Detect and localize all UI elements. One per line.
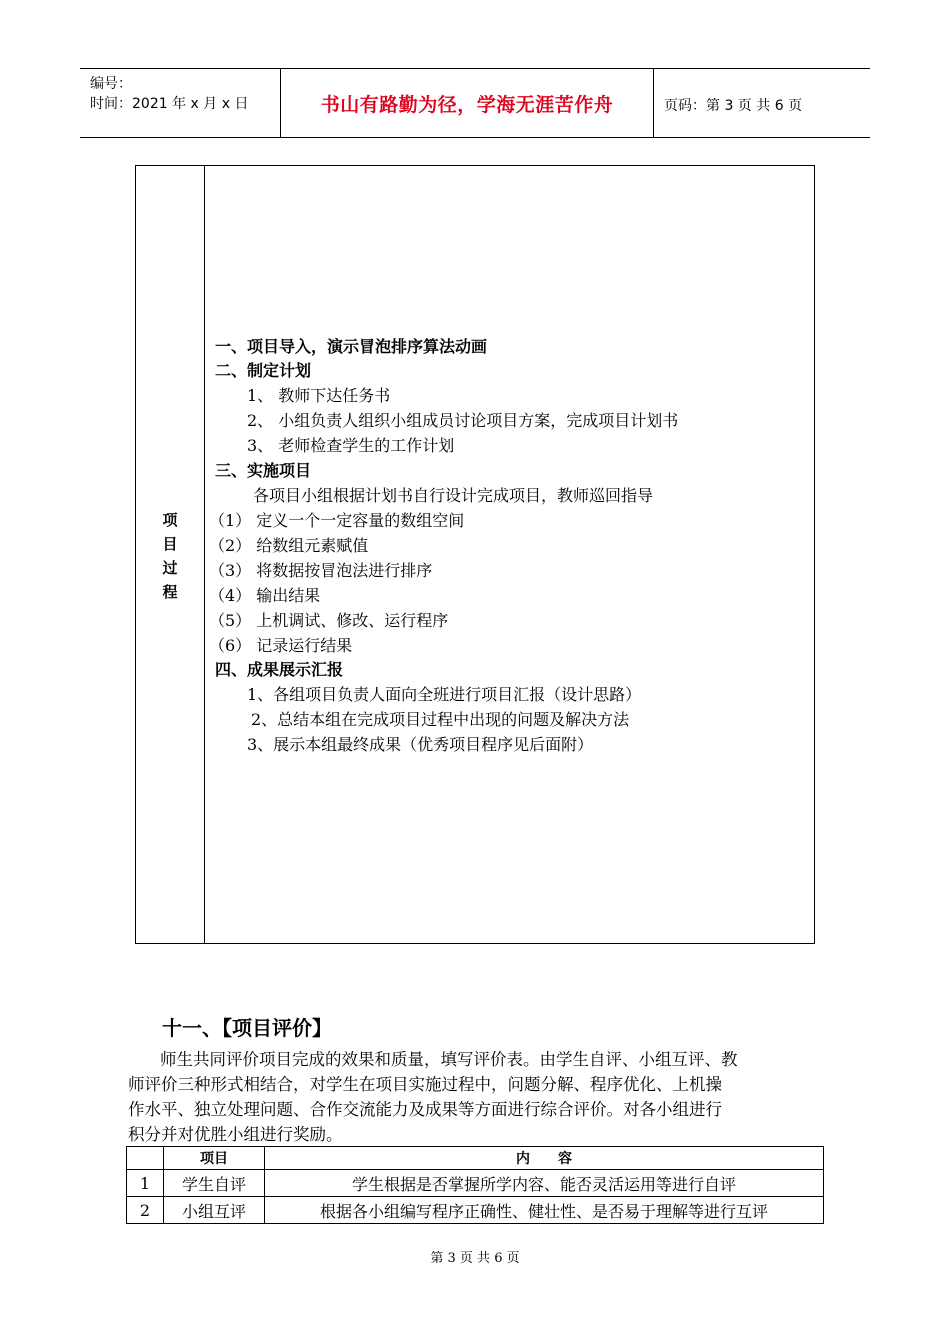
page-footer: 第 3 页 共 6 页	[430, 1251, 520, 1266]
process-step-text: 各项目小组根据计划书自行设计完成项目，教师巡回指导	[253, 486, 654, 505]
process-step-item: （2） 给数组元素赋值	[209, 536, 369, 555]
side-char: 程	[162, 583, 178, 601]
table-cell: 学生根据是否掌握所学内容、能否灵活运用等进行自评	[265, 1170, 824, 1197]
process-step-item: （4） 输出结果	[209, 586, 321, 605]
header-meta	[80, 69, 281, 137]
process-step-heading: 四、成果展示汇报	[215, 660, 344, 679]
process-step-item: 3、 老师检查学生的工作计划	[247, 436, 455, 455]
table-header-cell: 项目	[164, 1147, 265, 1170]
section-title: 十一、【项目评价】	[162, 1016, 332, 1040]
process-step-item: （5） 上机调试、修改、运行程序	[209, 611, 449, 630]
side-char: 过	[162, 559, 178, 577]
table-header-cell: 内 容	[265, 1147, 824, 1170]
process-side-cell	[136, 166, 205, 943]
process-step-item: 1、 教师下达任务书	[247, 386, 391, 405]
table-cell: 1	[127, 1170, 164, 1197]
table-cell: 学生自评	[164, 1170, 265, 1197]
evaluation-table	[126, 1146, 824, 1224]
time-label: 时间：2021 年 x 月 x 日	[90, 96, 249, 112]
table-cell: 2	[127, 1197, 164, 1224]
table-header-row	[127, 1147, 824, 1170]
process-side-label	[136, 508, 204, 604]
header-motto: 书山有路勤为径，学海无涯苦作舟	[281, 69, 654, 137]
side-char: 目	[162, 535, 178, 553]
process-step-item: （1） 定义一个一定容量的数组空间	[209, 511, 465, 530]
paragraph-line: 作水平、独立处理问题、合作交流能力及成果等方面进行综合评价。对各小组进行	[128, 1100, 722, 1119]
table-cell: 小组互评	[164, 1197, 265, 1224]
header-page	[654, 69, 870, 137]
table-row	[127, 1170, 824, 1197]
table-row	[127, 1197, 824, 1224]
process-step-item: （6） 记录运行结果	[209, 636, 353, 655]
process-step-heading: 三、实施项目	[215, 461, 312, 480]
process-step-item: （3） 将数据按冒泡法进行排序	[209, 561, 433, 580]
side-char: 项	[162, 511, 178, 529]
process-step-heading: 一、项目导入，演示冒泡排序算法动画	[215, 337, 488, 356]
process-step-item: 2、总结本组在完成项目过程中出现的问题及解决方法	[251, 710, 630, 729]
process-content-cell	[205, 166, 814, 943]
project-process-table	[135, 165, 815, 944]
table-header-cell	[127, 1147, 164, 1170]
page-header	[80, 68, 870, 138]
process-step-item: 3、展示本组最终成果（优秀项目程序见后面附）	[247, 735, 594, 754]
process-step-item: 1、各组项目负责人面向全班进行项目汇报（设计思路）	[247, 685, 642, 704]
process-step-item: 2、 小组负责人组织小组成员讨论项目方案，完成项目计划书	[247, 411, 679, 430]
paragraph-line: 师生共同评价项目完成的效果和质量，填写评价表。由学生自评、小组互评、教	[160, 1050, 738, 1069]
table-cell: 根据各小组编写程序正确性、健壮性、是否易于理解等进行互评	[265, 1197, 824, 1224]
paragraph-line: 积分并对优胜小组进行奖励。	[128, 1125, 343, 1144]
paragraph-line: 师评价三种形式相结合，对学生在项目实施过程中，问题分解、程序优化、上机操	[128, 1075, 722, 1094]
number-label: 编号：	[90, 76, 132, 92]
page-label: 页码：第 3 页 共 6 页	[664, 98, 803, 114]
process-step-heading: 二、制定计划	[215, 361, 312, 380]
